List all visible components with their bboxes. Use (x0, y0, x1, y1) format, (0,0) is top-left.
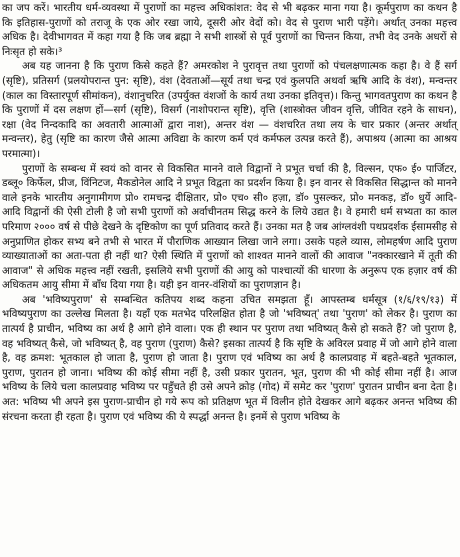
paragraph-4: अब 'भविष्यपुराण' से सम्बन्धित कतिपय शब्द कहना उचित समझता हूँ। आपस्तम्ब धर्मसूत्र (१/६/१९/१३) में भविष्यपुराण का उल्लेख मिलता है। यहाँ एक मतभेद परिलक्षित होता है जो 'भविष्यत्' तथा 'पुराण' को लेकर है। पुराण का तात्पर्य है प्राचीन, भविष्य का अर्थ है आगे होने वाला। एक ही स्थान पर पुराण तथा भविष्यत् कैसे हो सकते हैं? जो पुराण है, वह भविष्यत् कैसे, जो भविष्यत् है, वह पुराण (पुराण) कैसे? इसका तात्पर्य है कि सृष्टि के अविरल प्रवाह में जो आगे होने वाला है, वह क्रमश: भूतकाल हो जाता है, पुराण हो जाता है। पुराण एवं भविष्य का अर्थ है कालप्रवाह में बहते-बहते भूतकाल, पुराण, पुरातन हो जाना। भविष्य की कोई सीमा नहीं है, उसी प्रकार पुरातन, भूत, पुराण की भी कोई सीमा नहीं है। आज भविष्य के लिये चला कालप्रवाह भविष्य पर पहुँचते ही उसे अपने क्रोड़ (गोद) में समेट कर 'पुराण' पुरातन प्राचीन बना देता है। अत: भविष्य भी अपने इस पुराण-प्राचीन हो गये रूप को प्रतिक्षण भूत में विलीन होते देखकर आगे बढ़कर अनन्त भविष्य की संरचना करता ही रहता है। पुराण एवं भविष्य की ये स्पर्द्धा अनन्त है। इनमें से पुराण भविष्य के (2, 294, 457, 423)
paragraph-1: का जप करें। भारतीय धर्म-व्यवस्था में पुराणों का महत्त्व अधिकांशत: वेद से भी बढ़कर माना गया है। कूर्मपुराण का कथन है कि इतिहास-पुराणों को तराजू के एक ओर रखा जाये, दूसरी ओर वेदों को। वेद से पुराण भारी पड़ेंगे। अर्थात् उनका महत्त्व अधिक है। देवीभागवत में कहा गया है कि जब ब्रह्मा ने सभी शास्त्रों से पूर्व पुराणों का चिन्तन किया, तभी वेद उनके अधरों से निःसृत हो सके।³ (2, 3, 457, 58)
paragraph-3: पुराणों के सम्बन्ध में स्वयं को वानर से विकसित मानने वाले विद्वानों ने प्रभूत चर्चा की है, विल्सन, एफ० ई० पार्जिटर, डब्लू० किर्फेल, प्रीज, विंनिटज, मैकडोनेल आदि ने प्रभूत विद्वता का प्रदर्शन किया है। इन वानर से विकसित सिद्धान्त को मानने वाले इनके भारतीय अनुगामीगण प्रो० रामचन्द्र दीक्षितार, प्रो० एच० सी० हज़ा, डॉ० पुसल्कर, प्रो० मनकड़, डॉ० धुर्ये आदि-आदि विद्वानों की ऐसी टोली है जो सभी पुराणों को अर्वाचीनतम सिद्ध करने के लिये उद्यत है। वे हमारी धर्म सभ्यता का काल परिमाण २००० वर्ष से पीछे देखने के दृष्टिकोण का पूर्ण प्रतिवाद करते हैं। उनका मत है जब आंग्लवंशी पथप्रदर्शक ईसामसीह से अनुप्राणित होकर सभ्य बने तभी से भारत में पौराणिक आख्यान लिखा जाने लगा। उसके पहले व्यास, लोमहर्षण आदि पुराण व्याख्याताओं का अता-पता ही नहीं था? ऐसी स्थिति में पुराणों को शाश्वत मानने वालों की आवाज "नक्कारखाने में तूती की आवाज" से अधिक महत्त्व नहीं रखती, इसलिये सभी पुराणों की आयु को पाश्चात्यों की धारणा के अनुरूप एक हज़ार वर्ष की अधिकतम आयु सीमा में बाँध दिया गया है। यही इन वानर-वंशियों का पुराणज्ञान है। (2, 163, 457, 292)
paragraph-2: अब यह जानना है कि पुराण किसे कहते हैं? अमरकोश ने पुरावृत्त तथा पुराणों को पंचलक्षणात्मक कहा है। वे हैं सर्ग (सृष्टि), प्रतिसर्ग (प्रलयोपरान्त पुन: सृष्टि), वंश (देवताओं—सूर्य तथा चन्द्र एवं कुलपति अथर्वा ऋषि आदि के वंश), मन्वन्तर (काल का विस्तारपूर्ण सीमांकन), वंशानुचरित (उपर्युक्त वंशजों के कार्य तथा उनका इतिवृत्त)। किन्तु भागवतपुराण का कथन है कि पुराणों में दस लक्षण हों—सर्ग (सृष्टि), विसर्ग (नाशोपरान्त सृष्टि), वृत्ति (शास्त्रोक्त जीवन वृत्ति, जीवित रहने के साधन), रक्षा (वेद निन्दकादि का अवतारी आत्माओं द्वारा नाश), अन्तर वंश — वंशचरित तथा लय के चार प्रकार (अन्तर अर्थात् मन्वन्तर), हेतु (सृष्टि का कारण जैसे आत्मा अविद्या के कारण कर्म एवं कर्मफल उत्पन्न करते हैं), अपाश्रय (आत्मा का आश्रय परमात्मा)। (2, 61, 457, 160)
